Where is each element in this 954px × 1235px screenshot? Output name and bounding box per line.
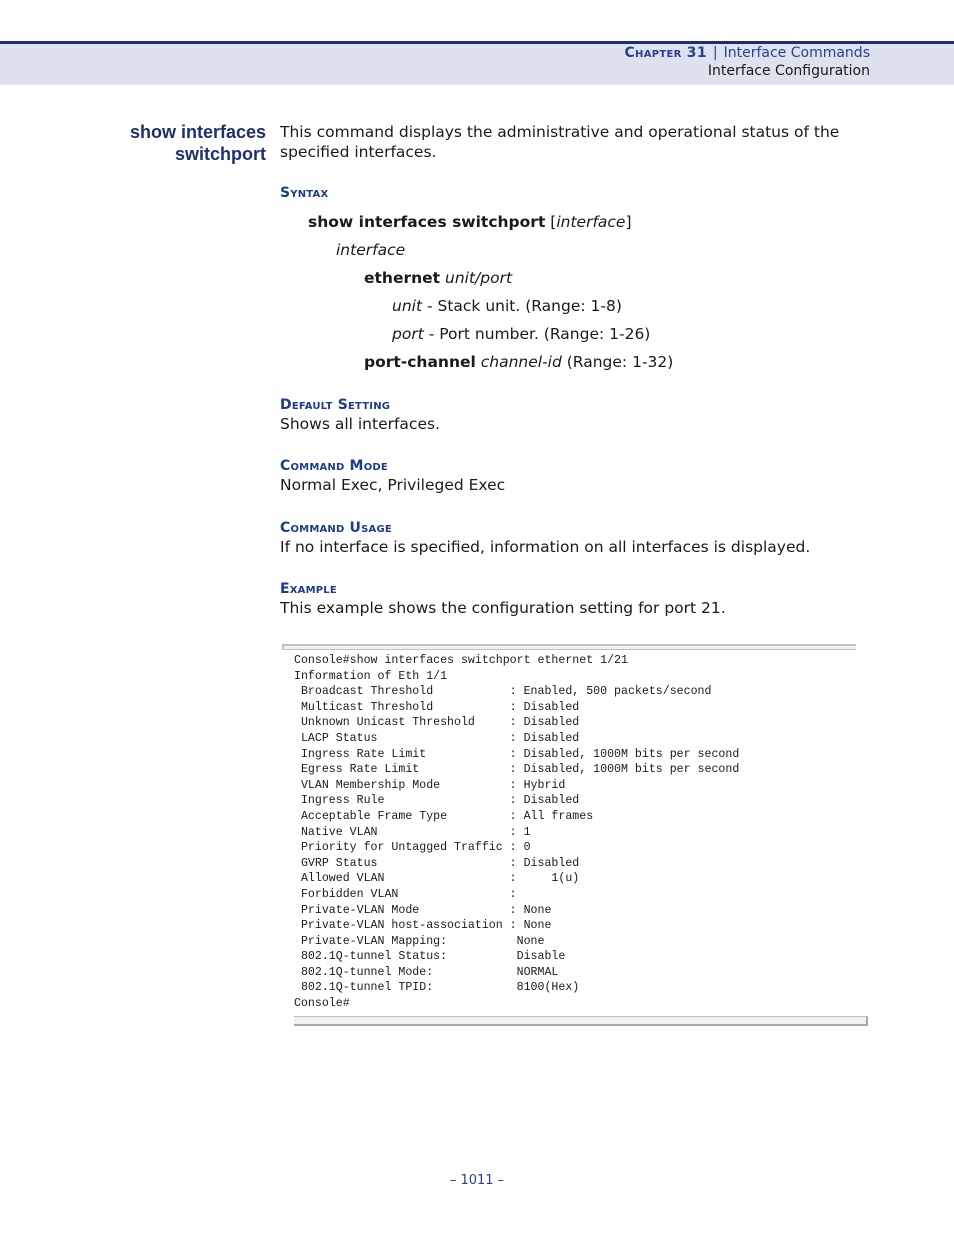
command-title bbox=[130, 121, 266, 165]
command-usage-text: If no interface is specified, information on all interfaces is displayed. bbox=[280, 538, 811, 556]
command-mode-heading: Command Mode bbox=[280, 458, 388, 474]
console-output: Console#show interfaces switchport ethernet 1/21 Information of Eth 1/1 Broadcast Threshold : Enabled, 500 packets/second Multicast Threshold : Disabled Unknown Unicast Threshold : Disabled LACP Status : Disabled Ingress Rate Limit : Disabled, 1000M bits per second Egress Rate Limit : Disabled, 1000M bits per second VLAN Membership Mode : Hybrid Ingress Rule : Disabled Acceptable Frame Type : All frames Native VLAN : 1 Priority for Untagged Traffic : 0 GVRP Status : Disabled Allowed VLAN : 1(u) Forbidden VLAN : Private-VLAN Mode : None Private-VLAN host-association : None Private-VLAN Mapping: None 802.1Q-tunnel Status: Disable 802.1Q-tunnel Mode: NORMAL 802.1Q-tunnel TPID: 8100(Hex) Console# bbox=[294, 654, 740, 1011]
portchannel-keyword: port-channel bbox=[364, 353, 476, 371]
console-example-box bbox=[282, 644, 868, 1026]
syntax-command: show interfaces switchport bbox=[308, 213, 546, 231]
port-desc: - Port number. (Range: 1-26) bbox=[423, 325, 651, 343]
syntax-open-bracket: [ bbox=[545, 213, 557, 231]
command-usage-heading: Command Usage bbox=[280, 520, 392, 536]
syntax-heading: Syntax bbox=[280, 185, 329, 201]
default-setting-text: Shows all interfaces. bbox=[280, 415, 440, 433]
code-box-bottom-rule bbox=[294, 1016, 868, 1026]
command-title-line2: switchport bbox=[174, 144, 266, 164]
param-interface-label: interface bbox=[336, 241, 406, 259]
chapter-number: Chapter 31 bbox=[624, 45, 707, 61]
running-header-chapter bbox=[624, 45, 870, 61]
command-title-line1: show interfaces bbox=[129, 122, 266, 142]
ethernet-args: unit/port bbox=[445, 269, 513, 287]
description-line2: specified interfaces. bbox=[280, 143, 437, 161]
syntax-close-bracket: ] bbox=[625, 213, 632, 231]
unit-name: unit bbox=[392, 297, 423, 315]
ethernet-keyword: ethernet bbox=[364, 269, 441, 287]
running-header-section: Interface Configuration bbox=[707, 63, 870, 79]
syntax-param: interface bbox=[556, 213, 626, 231]
chapter-title: Interface Commands bbox=[723, 45, 870, 61]
param-ethernet-line bbox=[364, 268, 512, 288]
param-portchannel-line bbox=[364, 352, 673, 372]
example-heading: Example bbox=[280, 581, 337, 597]
page-number: – 1011 – bbox=[449, 1173, 505, 1188]
default-setting-heading: Default Setting bbox=[280, 397, 391, 413]
example-text: This example shows the configuration setting for port 21. bbox=[280, 599, 726, 617]
portchannel-arg: channel-id bbox=[480, 353, 562, 371]
portchannel-range: (Range: 1-32) bbox=[561, 353, 674, 371]
param-port-line bbox=[392, 324, 650, 344]
unit-desc: - Stack unit. (Range: 1-8) bbox=[422, 297, 622, 315]
port-name: port bbox=[392, 325, 424, 343]
header-separator: | bbox=[712, 45, 718, 61]
command-mode-text: Normal Exec, Privileged Exec bbox=[280, 476, 506, 494]
syntax-command-line bbox=[308, 212, 632, 232]
param-unit-line bbox=[392, 296, 622, 316]
description-line1: This command displays the administrative and operational status of the bbox=[280, 123, 840, 141]
code-box-top-rule bbox=[282, 644, 856, 650]
